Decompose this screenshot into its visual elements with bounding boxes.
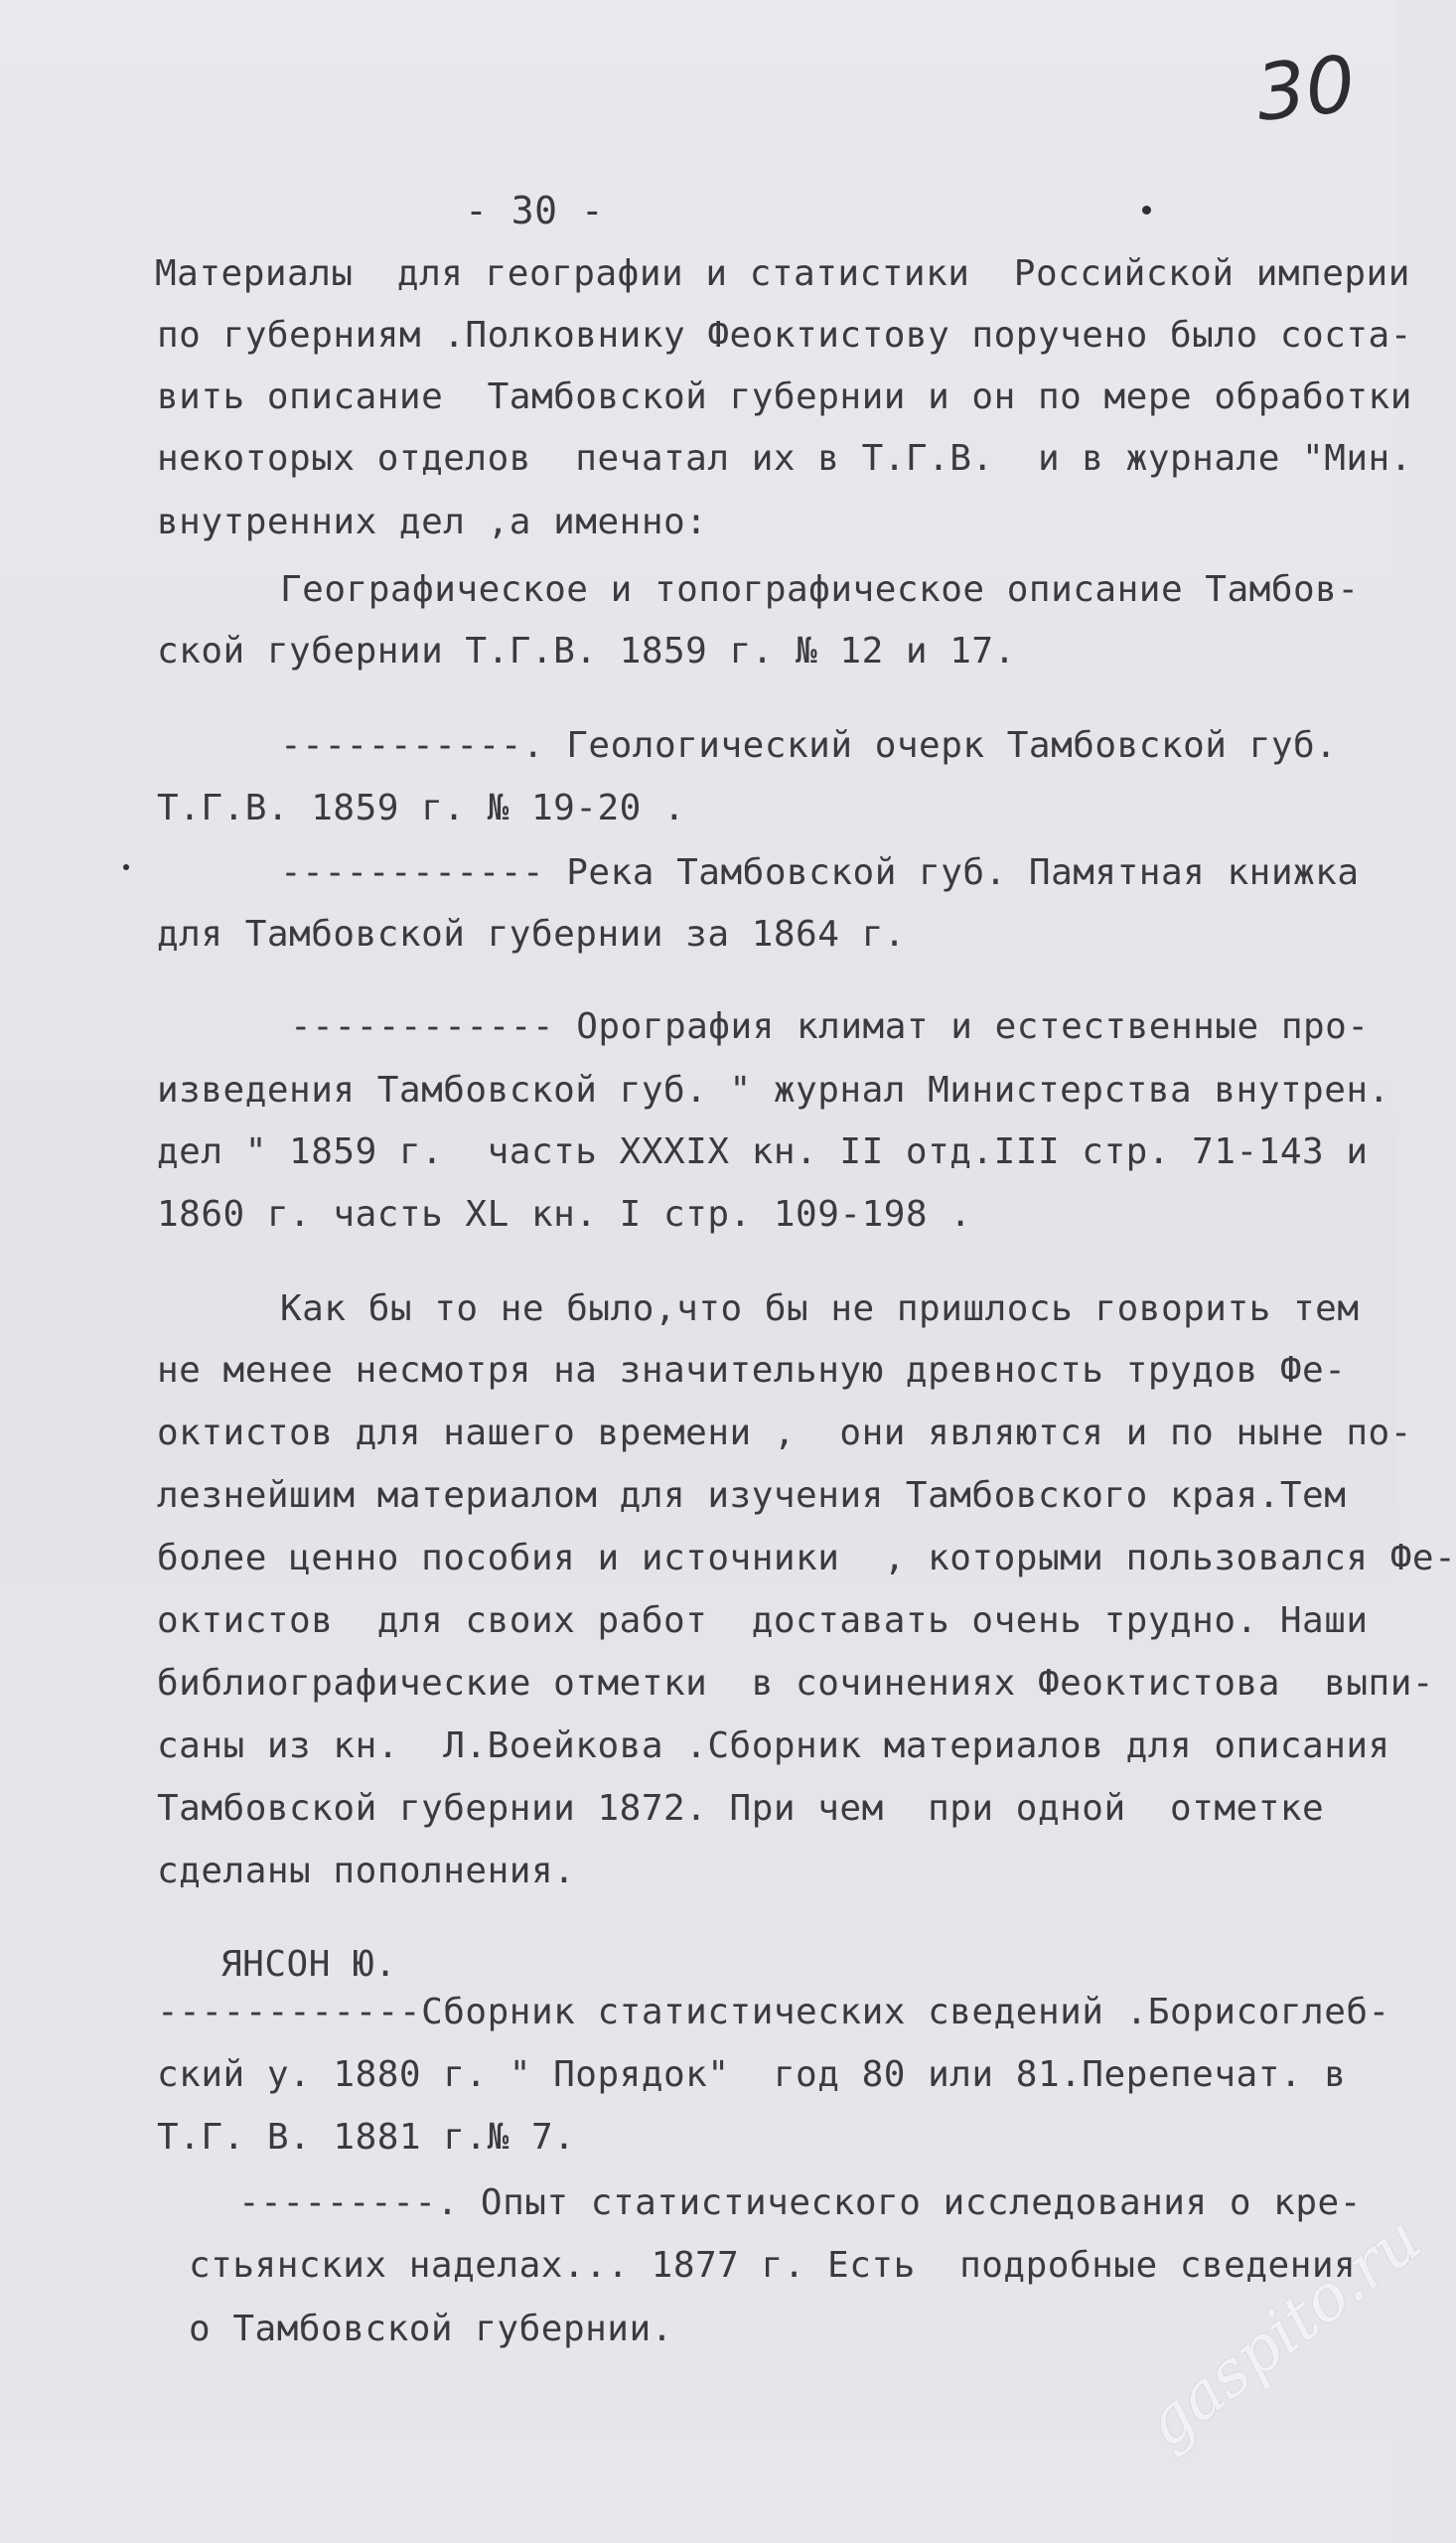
text-line: октистов для нашего времени , они являются и по ныне по- bbox=[157, 1413, 1412, 1453]
text-line: Т.Г. В. 1881 г.№ 7. bbox=[157, 2117, 576, 2158]
text-line: лезнейшим материалом для изучения Тамбовского края.Тем bbox=[157, 1475, 1347, 1516]
ink-dot bbox=[123, 864, 129, 870]
text-line: Тамбовской губернии 1872. При чем при одной отметке bbox=[157, 1788, 1325, 1829]
text-line: внутренних дел ,а именно: bbox=[157, 502, 708, 542]
ink-dot bbox=[1142, 206, 1151, 215]
text-line: некоторых отделов печатал их в Т.Г.В. и в журнале "Мин. bbox=[157, 438, 1412, 479]
text-line: саны из кн. Л.Воейкова .Сборник материалов для описания bbox=[157, 1725, 1390, 1766]
text-line: Т.Г.В. 1859 г. № 19-20 . bbox=[157, 788, 686, 828]
text-line: ------------ Орография климат и естественные про- bbox=[290, 1006, 1370, 1047]
text-line: для Тамбовской губернии за 1864 г. bbox=[157, 914, 906, 955]
page-number: - 30 - bbox=[465, 189, 605, 232]
text-line: ------------Сборник статистических сведений .Борисоглеб- bbox=[157, 1992, 1390, 2032]
author-heading: ЯНСОН Ю. bbox=[220, 1944, 397, 1985]
folio-number: 30 bbox=[1251, 40, 1360, 139]
text-line: ской губернии Т.Г.В. 1859 г. № 12 и 17. bbox=[157, 631, 1016, 672]
text-line: о Тамбовской губернии. bbox=[189, 2309, 673, 2349]
text-line: Географическое и топографическое описание Тамбов- bbox=[280, 569, 1360, 610]
text-line: ------------ Река Тамбовской губ. Памятная книжка bbox=[280, 852, 1360, 893]
text-line: по губерниям .Полковнику Феоктистову поручено было соста- bbox=[157, 315, 1412, 356]
text-line: изведения Тамбовской губ. " журнал Министерства внутрен. bbox=[157, 1070, 1390, 1111]
text-line: дел " 1859 г. часть XXXIX кн. II отд.III стр. 71-143 и bbox=[157, 1131, 1369, 1172]
text-line: -----------. Геологический очерк Тамбовской губ. bbox=[280, 725, 1338, 766]
text-line: 1860 г. часть XL кн. I стр. 109-198 . bbox=[157, 1194, 972, 1235]
text-line: ---------. Опыт статистического исследования о кре- bbox=[238, 2182, 1362, 2223]
text-line: сделаны пополнения. bbox=[157, 1851, 576, 1891]
text-line: ский у. 1880 г. " Порядок" год 80 или 81.Перепечат. в bbox=[157, 2054, 1347, 2095]
watermark: gaspito.ru bbox=[1132, 2202, 1435, 2463]
text-line: Материалы для географии и статистики Российской империи bbox=[155, 253, 1410, 294]
text-line: не менее несмотря на значительную древность трудов Фе- bbox=[157, 1350, 1347, 1391]
text-line: Как бы то не было,что бы не пришлось говорить тем bbox=[280, 1288, 1360, 1329]
text-line: стьянских наделах... 1877 г. Есть подробные сведения bbox=[189, 2245, 1357, 2286]
text-line: октистов для своих работ доставать очень трудно. Наши bbox=[157, 1600, 1369, 1641]
text-line: более ценно пособия и источники , которыми пользовался Фе- bbox=[157, 1538, 1456, 1578]
text-line: вить описание Тамбовской губернии и он по мере обработки bbox=[157, 376, 1412, 417]
text-line: библиографические отметки в сочинениях Феоктистова выпи- bbox=[157, 1663, 1435, 1704]
